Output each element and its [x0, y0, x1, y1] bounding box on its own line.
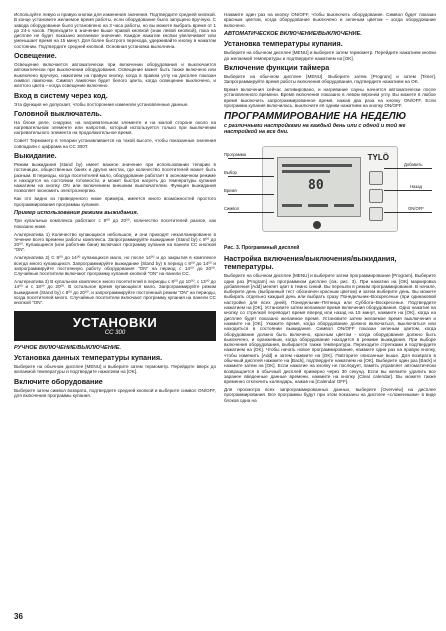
- control-panel-illustration: [262, 146, 398, 232]
- turn-on-paragraph: Выберите затем символ возврата, подтвердите средней кнопкой и выберите символ ON/OFF, для включения программы купания.: [14, 387, 216, 398]
- settings-paragraph-2: Для просмотра всех запрограммированных данных, выберите [Overview] на дисплее программирования. Все программы будут при этом показаны на дисплее «сложенными» в виде блоков одна на: [224, 387, 436, 403]
- left-column: [14, 12, 216, 608]
- callout-line: [384, 190, 432, 191]
- intro-paragraph: Используйте левую и правую кнопки для изменения значения. Подтвердите средней кнопкой. В конце установите желаемое время работы, если оборудование было запущено вручную. С завода оборудование было установлено на 3 часа работы, но вы можете выбрать время от 1 до 24-х часов. Переходите в значение выше правой кнопкой (знак левой кнопкой), пока на дисплее не будет показано желаемое значение. Каждое нажатие кнопки увеличивает или уменьшает время на 15 минут. Для более быстрого перехода, удерживайте кнопку в нажатом состоянии. Подтвердите средней кнопкой. Основная установка выполнена.: [14, 12, 216, 49]
- tip-paragraph: Совет! Термометр в тепарии устанавливается на такой высоте, чтобы показанные значения совпадали с цифрами на CC 300T.: [14, 138, 216, 149]
- heading-manual-onoff: РУЧНОЕ ВКЛЮЧЕНИЕ/ВЫКЛЮЧЕНИЕ.: [14, 344, 122, 351]
- screen-row: [282, 170, 330, 173]
- callout-line: [228, 194, 274, 195]
- timer-paragraph-2: Время включения сейчас активировано, и нагревание сауны начнется автоматически после установленного времени. Время включения показано в левом верхнем углу. Вы можете в любое время выключить запрограммированное время, нажав два раза на кнопку ON/OFF. Если программа купания включилась, выключите её одним нажатием на кнопку ON/OFF.: [224, 87, 436, 108]
- callout-label-4: Символ: [224, 206, 240, 212]
- settings-paragraph-1: Выберите на обычном дисплее [MENU] и выберите затем программирование [Program]. Выберите один раз [Program] на программном дисплее (см. рис. 3). При нажатии на [OK] маркировка добавления [Add] меняет цвет в темно синий. Вы перешли в режим программирования. В начале, выберите день (выбранный тест обозначен красным цветом) и затем выберите день. Вы можете выбирать отдельно каждый день или выбрать сразу Понедельник–Воскресенье (при одинаковой настройке для всех дней), Понедельник–Пятница или Суббота–Воскресенье. Подтвердите нажатием на [OK]. Установите затем желаемое время включения оборудования. Одно нажатие на кнопку со стрелкой переводит время вперед или назад на 15 минут, нажмите на [OK], когда на дисплее будет показано желаемое время. Установите затем желаемое время выключения и нажмите на [OK]. Укажите время, когда оборудование должно включаться, выключаться или находиться в состоянии выжидания. Символ ON/OFF показан зеленым цветом, когда оборудование должно быть включено, красным цветом - когда оборудование должно быть выключено, и оранжевым, когда оборудование находится в режиме выжидания. При выборе включения оборудования, выбирается также температура. Переходите стрелками и подтвердите нажатием на [OK]. Чтобы начать новое программирование, нажмите один раз на правую кнопку, чтобы изменить [Add] и затем нажмите на [OK]. Повторите описанные выше. Для возврата в обычный дисплей нажмите на [Back], подтвердите нажатием на [OK]. Выберите один раз [Back] и нажмите затем на [OK]. Если нажатие на кнопку не последует, память управляет автоматически возвращается в обычный дисплей примерно через 30 секунд. Если вы желаете удалить все заранее введенные данные времени, нажмите на кнопку [Clear calendar]. Вы можете также временно отключить календарь, нажав на [Calendar OFF].: [224, 273, 436, 385]
- heading-login: Вход в систему через код.: [14, 90, 108, 100]
- onoff-paragraph: Нажмите один раз на кнопку ON/OFF, чтобы выключить оборудование. Символ будет показан красным цветом, когда оборудование выключено и зеленым цветом – когда оборудование включено.: [224, 12, 436, 28]
- heading-example: Пример использования режима выжидания.: [14, 209, 139, 216]
- heading-set-bath-temp: Установка данных температуры купания.: [14, 352, 163, 362]
- page-number: 36: [14, 612, 23, 621]
- brand-logo: TYLÖ: [367, 153, 389, 163]
- heading-temp: Установка температуры купания.: [224, 39, 343, 49]
- display-screen: [277, 157, 361, 217]
- callout-line: [228, 158, 274, 159]
- screen-row: [334, 204, 354, 207]
- screen-row: [308, 204, 328, 207]
- callout-label-3: Время: [224, 188, 237, 194]
- heading-lighting: Освещение.: [14, 51, 57, 61]
- heading-weekly-programming: ПРОГРАММИРОВАНИЕ НА НЕДЕЛЮ: [224, 111, 407, 123]
- timer-paragraph-1: Выберите на обычном дисплее [MENU]. Выберите затем [Program] и затем [Timer]. Запрограммируйте время работы включения оборудования, подтвердите нажатием на OK.: [224, 73, 436, 85]
- callout-label-1: Программа: [224, 152, 246, 158]
- display-value: 80: [308, 178, 324, 194]
- left-button: [369, 171, 383, 185]
- screen-row: [282, 164, 352, 167]
- callout-line: [384, 168, 432, 169]
- right-column: [224, 12, 436, 616]
- heading-timer: Включение функции таймера: [224, 62, 330, 72]
- standby-paragraph-2: Как это видно из приведенного ниже примера, имеется много возможностей простого программирования программы купания.: [14, 196, 216, 207]
- callout-line: [228, 176, 274, 177]
- standby-paragraph: Режим выжидания (stand by) имеет важное значение при использовании тепарии в гостиницах, общественных банях и других местах, где количество посетителей может быть разным. В периоды, когда посетителей мало, оборудование работает в экономичном режиме и находится на состоянии готовности, и может быстро нагреть до температуры купания нажатием на кнопку ON или включением внешним выключателем. Функция выжидания позволяет экономить электроэнергию.: [14, 161, 216, 194]
- callout-label-6: Назад: [410, 184, 422, 190]
- heading-settings: Настройка включения/выключения/выжидания, температуры.: [224, 254, 397, 272]
- power-indicator-icon: [313, 221, 321, 229]
- main-switch-paragraph: На блоке реле, снаружи, на нагревательном элементе и на малой стороне около на нагревательном элементе или напротив, который используется только при выключении нагревательного элемента на продолжительное время.: [14, 119, 216, 136]
- example-paragraph-2: Альтернатива 1) Количество купающихся небольшое, и они приходят незапланированно в течение всего времени работы комплекса. Запрограммируйте выжидание (Stand by) с 8⁰⁰ до 20⁰⁰. Купающиеся (или работник бани) включают программу купания на панели CC кнопкой "ON".: [14, 231, 216, 253]
- callout-label-7: ON/OFF: [408, 206, 424, 212]
- callout-label-5: Добавить: [404, 162, 423, 168]
- screen-row: [282, 204, 302, 207]
- banner-subtitle: CC 300: [104, 329, 126, 336]
- heading-turn-on: Включите оборудование: [14, 376, 103, 386]
- heading-main-switch: Головной выключатель.: [14, 108, 102, 118]
- example-paragraph-4: Альтернатива 3) В купальном комплексе много посетителей в периоды с 8⁰⁰ до 10⁰⁰, с 13⁰⁰ до 14⁰⁰ и с 18⁰⁰ до 20⁰⁰. В остальное время купающихся мало. Запрограммируйте режим выжидания (Stand by) с 8⁰⁰ до 20⁰⁰, и запрограммируйте постоянный режим "ON" на периоды, когда посетителей много. Случайные посетители включают программу купания на панели CC кнопкой "ON".: [14, 279, 216, 306]
- login-paragraph: Эта функция не допускает, чтобы посторонние изменяли установленные данные.: [14, 101, 189, 107]
- example-paragraph-1: Три купальных комплекса работают с 8⁰⁰ до 20⁰⁰, количество посетителей разное, как показано ниже.: [14, 218, 216, 229]
- callout-line: [228, 212, 274, 213]
- middle-button: [369, 189, 383, 203]
- temp-paragraph: Выберите на обычном дисплее [MENU] и выберите затем термометр. Перейдите нажатием кнопки до желаемой температуры и подтвердите нажатием на [OK].: [224, 50, 436, 61]
- example-paragraph-3: Альтернатива 2) С 8⁰⁰ до 14⁰⁰ купающихся мало, но после 14⁰⁰ и до закрытия в комплексе всегда много купающихся. Запрограммируйте выжидание (Stand by) в период с 8⁰⁰ до 14⁰⁰ и запрограммируйте постоянную работу оборудования "ON" на период с 14⁰⁰ до 20⁰⁰. Случайные посетители включают программу купания кнопкой "ON" на панели CC.: [14, 255, 216, 277]
- lighting-paragraph: Освещение включается автоматически при включении оборудования и выключается автоматически при выключении оборудования. Освещение может быть также включено или выключено вручную, нажатием на правую кнопку, когда в правом углу на дисплее показан символ лампочки. Символ лампочки будет белого цвета, когда освещение выключено, и желтого цвета – когда освещение включено.: [14, 62, 216, 89]
- set-bath-paragraph: Выберите на обычном дисплее [MENU] и выберите затем термометр. Перейдите вверх до желаемой температуры и подтвердите нажатием на [OK].: [14, 363, 216, 375]
- heading-standby: Выкидание.: [14, 150, 57, 160]
- banner-title: УСТАНОВКИ: [72, 314, 158, 330]
- program-display-figure: [224, 138, 436, 242]
- callout-line: [384, 212, 432, 213]
- figure-caption: Рис. 3. Программный дисплей: [224, 245, 300, 252]
- settings-banner: [14, 311, 216, 341]
- weekly-subtitle: с различными настройками на каждый день или с одной и той же настройкой на все дни.: [224, 123, 406, 136]
- right-button: [369, 207, 383, 221]
- heading-auto-onoff: АВТОМАТИЧЕСКОЕ ВКЛЮЧЕНИЕ/ВЫКЛЮЧЕНИЕ.: [224, 30, 362, 37]
- callout-label-2: Выбор: [224, 170, 237, 176]
